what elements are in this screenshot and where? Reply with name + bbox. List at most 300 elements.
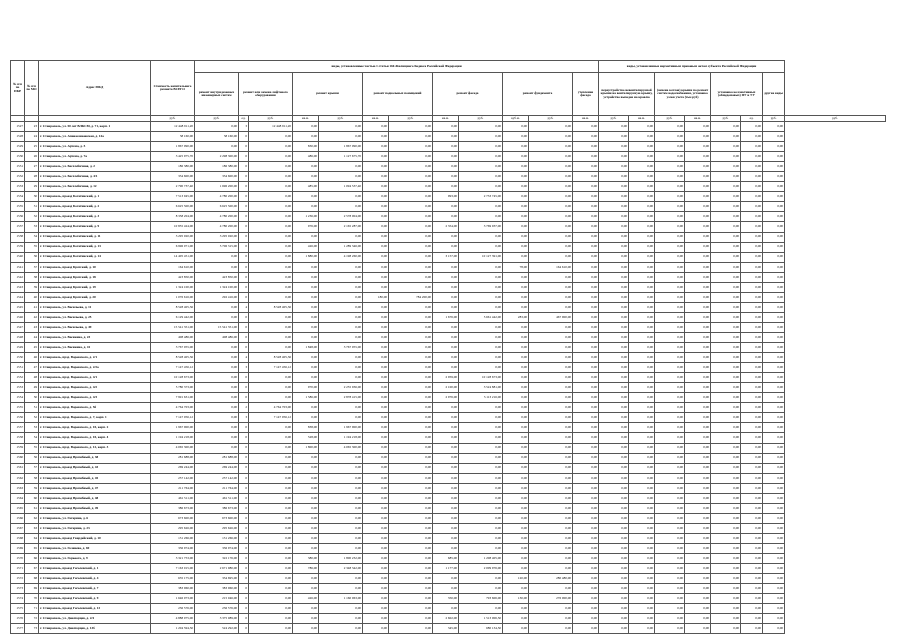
header-basement: ремонт подвальных помещений bbox=[363, 73, 433, 116]
table-cell: 0,00 bbox=[741, 202, 763, 212]
table-cell: 2 733 745,00 bbox=[459, 192, 503, 202]
table-cell: 0,00 bbox=[363, 212, 389, 222]
table-cell: 1540 bbox=[11, 252, 25, 262]
table-cell: 1 094 537,40 bbox=[319, 182, 363, 192]
table-row bbox=[11, 533, 886, 543]
table-cell: 0,00 bbox=[249, 132, 293, 142]
table-cell: 0,00 bbox=[629, 322, 655, 332]
table-cell: 0,00 bbox=[741, 453, 763, 463]
table-cell: 0,00 bbox=[711, 473, 741, 483]
table-cell: г. Ставрополь, ул. Бесхлебичная, д. 4/1 bbox=[39, 172, 151, 182]
table-cell: 0,00 bbox=[685, 242, 711, 252]
table-cell: 0,00 bbox=[741, 624, 763, 634]
table-cell: 0,00 bbox=[711, 343, 741, 353]
table-cell: 0,00 bbox=[599, 282, 629, 292]
table-cell: 336 974,00 bbox=[151, 543, 195, 553]
table-cell: 345,00 bbox=[433, 624, 459, 634]
table-cell: 0,00 bbox=[503, 533, 529, 543]
table-cell: 0,00 bbox=[685, 413, 711, 423]
table-cell: 0,00 bbox=[433, 543, 459, 553]
table-cell: 0,00 bbox=[573, 222, 599, 232]
table-cell: 0,00 bbox=[629, 554, 655, 564]
table-cell: 0,00 bbox=[529, 513, 573, 523]
table-cell: 0,00 bbox=[629, 282, 655, 292]
table-cell: 0,00 bbox=[685, 282, 711, 292]
table-cell: 0 bbox=[239, 242, 249, 252]
table-cell: 0,00 bbox=[741, 493, 763, 503]
unit-cell: руб. bbox=[529, 116, 573, 122]
table-cell: 0,00 bbox=[503, 564, 529, 574]
table-cell: 0,00 bbox=[685, 162, 711, 172]
table-cell: 0,00 bbox=[293, 413, 319, 423]
table-cell: 0,00 bbox=[363, 473, 389, 483]
table-cell: 0,00 bbox=[249, 604, 293, 614]
table-cell: 0,00 bbox=[573, 282, 599, 292]
table-cell: 0,00 bbox=[711, 172, 741, 182]
table-cell: 0,00 bbox=[249, 292, 293, 302]
table-cell: 1533 bbox=[11, 182, 25, 192]
table-cell: 0,00 bbox=[319, 453, 363, 463]
table-cell: 0,00 bbox=[763, 564, 785, 574]
table-cell: 0,00 bbox=[711, 574, 741, 584]
table-cell: 2 790 737,40 bbox=[151, 182, 195, 192]
table-cell: 1573 bbox=[11, 584, 25, 594]
table-cell: 0,00 bbox=[459, 232, 503, 242]
table-cell: 0,00 bbox=[655, 453, 685, 463]
table-cell: 0,00 bbox=[459, 483, 503, 493]
table-cell: 426,00 bbox=[293, 242, 319, 252]
table-cell: 2 354,00 bbox=[433, 222, 459, 232]
table-cell: г. Ставрополь, ул. Горького, д. 9 bbox=[39, 554, 151, 564]
table-row bbox=[11, 584, 886, 594]
table-cell: 0,00 bbox=[711, 604, 741, 614]
table-row bbox=[11, 443, 886, 453]
table-cell: 0,00 bbox=[363, 242, 389, 252]
table-cell: 281 688,00 bbox=[195, 453, 239, 463]
table-cell: 38 bbox=[25, 272, 39, 282]
table-cell: 186 380,00 bbox=[195, 162, 239, 172]
table-cell: 10 128 673,00 bbox=[151, 373, 195, 383]
table-cell: 0,00 bbox=[573, 162, 599, 172]
table-cell: 0,00 bbox=[711, 272, 741, 282]
table-cell: 0,00 bbox=[363, 453, 389, 463]
table-cell: 0,00 bbox=[741, 312, 763, 322]
table-row bbox=[11, 353, 886, 363]
table-cell: 0,00 bbox=[599, 172, 629, 182]
table-cell: 0,00 bbox=[685, 152, 711, 162]
table-cell: 0,00 bbox=[685, 533, 711, 543]
table-cell: 0,00 bbox=[685, 423, 711, 433]
table-cell: 0,00 bbox=[629, 423, 655, 433]
table-cell: 27 bbox=[25, 162, 39, 172]
table-cell: 0,00 bbox=[655, 413, 685, 423]
table-cell: 0,00 bbox=[629, 473, 655, 483]
table-cell: 1534 bbox=[11, 192, 25, 202]
table-row bbox=[11, 152, 886, 162]
table-cell: 0,00 bbox=[503, 292, 529, 302]
table-cell: 0,00 bbox=[599, 292, 629, 302]
table-cell: 0,00 bbox=[741, 614, 763, 624]
table-cell: 0,00 bbox=[573, 604, 599, 614]
table-cell: 0,00 bbox=[741, 403, 763, 413]
table-cell: 0,00 bbox=[293, 122, 319, 132]
table-cell: 1568 bbox=[11, 533, 25, 543]
table-row bbox=[11, 383, 886, 393]
table-cell: 120,00 bbox=[503, 574, 529, 584]
unit-cell: руб. bbox=[599, 116, 629, 122]
table-cell: 1 076 616,00 bbox=[151, 292, 195, 302]
table-cell: 276 000,00 bbox=[529, 594, 573, 604]
table-row bbox=[11, 142, 886, 152]
table-cell: г. Ставрополь, ул. Васильева, д. 11 bbox=[39, 302, 151, 312]
table-cell: 4 764 703,00 bbox=[151, 403, 195, 413]
table-cell: 0,00 bbox=[573, 383, 599, 393]
table-cell: 5 113 216,00 bbox=[459, 393, 503, 403]
table-cell: 0,00 bbox=[503, 242, 529, 252]
table-cell: 0,00 bbox=[573, 564, 599, 574]
table-cell: 236 576,00 bbox=[195, 604, 239, 614]
header-sewer: переустройство невентилируемой крыши на вентилируемую крышу, устройство выходов на кровлю bbox=[599, 73, 655, 116]
table-cell: 0,00 bbox=[319, 503, 363, 513]
table-cell: 0,00 bbox=[433, 574, 459, 584]
table-cell: 1532 bbox=[11, 172, 25, 182]
table-cell: 0,00 bbox=[389, 564, 433, 574]
table-cell: 0,00 bbox=[763, 523, 785, 533]
table-cell: 0,00 bbox=[249, 483, 293, 493]
table-cell: 69 bbox=[25, 584, 39, 594]
table-cell: 0,00 bbox=[599, 212, 629, 222]
table-cell: 0,00 bbox=[389, 493, 433, 503]
table-cell: 0,00 bbox=[503, 162, 529, 172]
table-cell: 53 bbox=[25, 423, 39, 433]
table-cell: 0,00 bbox=[249, 614, 293, 624]
table-cell: 64 bbox=[25, 533, 39, 543]
table-cell: г. Ставрополь, ул. Апанасенковская, д. 14а bbox=[39, 132, 151, 142]
table-cell: 0,00 bbox=[629, 443, 655, 453]
table-cell: 0,00 bbox=[459, 212, 503, 222]
table-cell: 0,00 bbox=[763, 554, 785, 564]
table-cell: 0,00 bbox=[573, 212, 599, 222]
table-cell: 0,00 bbox=[293, 403, 319, 413]
table-cell: 0,00 bbox=[573, 312, 599, 322]
table-cell: 0,00 bbox=[655, 584, 685, 594]
table-cell: 0,00 bbox=[711, 122, 741, 132]
table-cell: 0,00 bbox=[629, 122, 655, 132]
table-cell: 0,00 bbox=[599, 182, 629, 192]
table-cell: 0,00 bbox=[655, 363, 685, 373]
table-cell: 0,00 bbox=[529, 332, 573, 342]
table-cell: 0,00 bbox=[599, 162, 629, 172]
table-cell: 41 bbox=[25, 302, 39, 312]
table-cell: 0,00 bbox=[711, 192, 741, 202]
table-cell: 0,00 bbox=[503, 604, 529, 614]
table-cell: 0,00 bbox=[249, 373, 293, 383]
table-cell: 65 bbox=[25, 543, 39, 553]
table-cell: 0,00 bbox=[763, 423, 785, 433]
table-cell: 0,00 bbox=[599, 302, 629, 312]
table-cell: 0,00 bbox=[433, 483, 459, 493]
unit-cell: ед. bbox=[239, 116, 249, 122]
header-elevator: ремонт или замена лифтового оборудования bbox=[239, 73, 293, 116]
table-cell: 0 bbox=[239, 182, 249, 192]
table-cell: г. Ставрополь, проезд Богатинский, д. 1 bbox=[39, 192, 151, 202]
table-cell: 0,00 bbox=[195, 433, 239, 443]
table-cell: 0,00 bbox=[763, 624, 785, 634]
table-cell: 0,00 bbox=[293, 262, 319, 272]
unit-cell: кв.м. bbox=[573, 116, 599, 122]
table-cell: 0,00 bbox=[249, 473, 293, 483]
table-cell: 0,00 bbox=[529, 282, 573, 292]
table-cell: 0,00 bbox=[599, 443, 629, 453]
table-cell: 0,00 bbox=[503, 443, 529, 453]
table-cell: 0,00 bbox=[741, 594, 763, 604]
table-cell: 0,00 bbox=[459, 503, 503, 513]
table-cell: 0,00 bbox=[763, 604, 785, 614]
table-cell: 0,00 bbox=[363, 272, 389, 282]
table-cell: 0 bbox=[239, 463, 249, 473]
table-cell: 0,00 bbox=[459, 182, 503, 192]
table-cell: 336 974,00 bbox=[195, 543, 239, 553]
table-row bbox=[11, 473, 886, 483]
table-cell: 32 bbox=[25, 212, 39, 222]
table-cell: 0,00 bbox=[573, 172, 599, 182]
table-cell: 0,00 bbox=[655, 322, 685, 332]
table-cell: 0,00 bbox=[433, 182, 459, 192]
table-cell: 1567 bbox=[11, 523, 25, 533]
table-cell: 0,00 bbox=[363, 574, 389, 584]
table-cell: 0,00 bbox=[599, 122, 629, 132]
table-cell: 0,00 bbox=[195, 443, 239, 453]
table-cell: 0,00 bbox=[685, 574, 711, 584]
table-cell: 0,00 bbox=[655, 493, 685, 503]
table-cell: 0,00 bbox=[529, 604, 573, 614]
table-cell: 0,00 bbox=[503, 493, 529, 503]
table-cell: г. Ставрополь, прзд. Воровского, д. 4/3 bbox=[39, 393, 151, 403]
table-cell: 52 bbox=[25, 413, 39, 423]
table-cell: 0,00 bbox=[249, 463, 293, 473]
table-cell: 0,00 bbox=[433, 533, 459, 543]
table-cell: 0,00 bbox=[629, 192, 655, 202]
header-roof: ремонт крыши bbox=[293, 73, 363, 116]
table-cell: 0,00 bbox=[685, 172, 711, 182]
table-cell: 0,00 bbox=[249, 453, 293, 463]
table-cell: 0,00 bbox=[573, 594, 599, 604]
table-cell: 0,00 bbox=[363, 332, 389, 342]
table-cell: 0,00 bbox=[655, 222, 685, 232]
table-cell: 0,00 bbox=[503, 614, 529, 624]
table-cell: 0,00 bbox=[319, 543, 363, 553]
table-cell: 0 bbox=[239, 594, 249, 604]
table-row bbox=[11, 312, 886, 322]
table-cell: 0,00 bbox=[389, 503, 433, 513]
table-cell: 0,00 bbox=[711, 132, 741, 142]
table-cell: 0,00 bbox=[249, 624, 293, 634]
table-cell: 0 bbox=[239, 393, 249, 403]
table-cell: 0,00 bbox=[503, 353, 529, 363]
table-cell: 60 bbox=[25, 493, 39, 503]
table-cell: 39 bbox=[25, 282, 39, 292]
table-cell: 0,00 bbox=[363, 533, 389, 543]
table-cell: 0,00 bbox=[433, 282, 459, 292]
table-cell: 0,00 bbox=[741, 604, 763, 614]
table-cell: 0,00 bbox=[249, 242, 293, 252]
table-cell: 0,00 bbox=[655, 554, 685, 564]
table-row bbox=[11, 564, 886, 574]
table-cell: 0,00 bbox=[629, 242, 655, 252]
table-cell: 1557 bbox=[11, 423, 25, 433]
table-cell: 426,00 bbox=[293, 594, 319, 604]
table-cell: 0 bbox=[239, 443, 249, 453]
table-cell: 0,00 bbox=[685, 232, 711, 242]
table-cell: 0,00 bbox=[293, 332, 319, 342]
table-cell: 673 600,00 bbox=[195, 513, 239, 523]
table-cell: г. Ставрополь, ул. Гагарина, д. 23 bbox=[39, 523, 151, 533]
table-cell: 0,00 bbox=[459, 152, 503, 162]
table-cell: 1561 bbox=[11, 463, 25, 473]
table-cell: 0,00 bbox=[459, 292, 503, 302]
table-cell: 0,00 bbox=[433, 523, 459, 533]
table-cell: 0,00 bbox=[711, 363, 741, 373]
table-cell: 0,00 bbox=[459, 543, 503, 553]
table-cell: 0,00 bbox=[763, 463, 785, 473]
table-cell: 0 bbox=[239, 513, 249, 523]
table-cell: 0,00 bbox=[293, 232, 319, 242]
table-cell: 0,00 bbox=[685, 182, 711, 192]
table-cell: 0,00 bbox=[293, 483, 319, 493]
table-cell: 528,00 bbox=[293, 433, 319, 443]
table-cell: 0,00 bbox=[685, 292, 711, 302]
table-cell: 0,00 bbox=[529, 413, 573, 423]
table-cell: 0,00 bbox=[319, 523, 363, 533]
table-cell: 0,00 bbox=[629, 533, 655, 543]
table-cell: 1531 bbox=[11, 162, 25, 172]
table-cell: г. Ставрополь, ул. 50 лет ВЛКСМ, д. 71, корп. 1 bbox=[39, 122, 151, 132]
unit-cell: кв.м. bbox=[685, 116, 711, 122]
table-cell: 3 295 020,00 bbox=[195, 232, 239, 242]
table-cell: 0,00 bbox=[685, 343, 711, 353]
table-cell: 0,00 bbox=[503, 282, 529, 292]
header-group-regional: виды, установленные нормативным правовым актом субъекта Российской Федерации bbox=[599, 61, 785, 73]
table-cell: 0,00 bbox=[459, 533, 503, 543]
table-cell: 67 bbox=[25, 564, 39, 574]
table-cell: 0,00 bbox=[599, 554, 629, 564]
table-cell: 0,00 bbox=[599, 574, 629, 584]
table-cell: 4 065 300,00 bbox=[319, 443, 363, 453]
table-cell: 0,00 bbox=[655, 302, 685, 312]
table-cell: 0,00 bbox=[249, 584, 293, 594]
header-group-federal: виды, установленные частью 1 статьи 166 Жилищного Кодекса Российской Федерации bbox=[195, 61, 599, 73]
table-cell: 0,00 bbox=[655, 604, 685, 614]
table-cell: 0,00 bbox=[599, 132, 629, 142]
table-cell: г. Ставрополь, проезд Братский, д. 18 bbox=[39, 272, 151, 282]
table-cell: 0,00 bbox=[629, 152, 655, 162]
table-cell: 4 780 200,00 bbox=[195, 222, 239, 232]
table-cell: 0,00 bbox=[529, 453, 573, 463]
table-cell: 4 764 703,00 bbox=[249, 403, 293, 413]
table-cell: 0,00 bbox=[573, 624, 599, 634]
table-cell: 0,00 bbox=[529, 182, 573, 192]
table-cell: 0,00 bbox=[573, 523, 599, 533]
table-cell: 0,00 bbox=[629, 393, 655, 403]
table-cell: 0,00 bbox=[433, 343, 459, 353]
table-row bbox=[11, 202, 886, 212]
table-cell: 0,00 bbox=[363, 162, 389, 172]
table-cell: 0,00 bbox=[629, 302, 655, 312]
table-cell: 0,00 bbox=[319, 282, 363, 292]
table-cell: 3 157,00 bbox=[433, 252, 459, 262]
table-cell: 0 bbox=[239, 423, 249, 433]
table-cell: 0,00 bbox=[459, 142, 503, 152]
table-cell: 0,00 bbox=[573, 403, 599, 413]
table-cell: 0,00 bbox=[433, 463, 459, 473]
table-cell: 838,00 bbox=[293, 423, 319, 433]
table-cell: г. Ставрополь, проезд Богатинский, д. 9 bbox=[39, 222, 151, 232]
table-cell: 0,00 bbox=[293, 624, 319, 634]
table-row bbox=[11, 574, 886, 584]
table-cell: 0,00 bbox=[629, 262, 655, 272]
table-cell: 5 706 315,00 bbox=[195, 242, 239, 252]
table-cell: 0,00 bbox=[711, 523, 741, 533]
header-boiler: установка коллективных (общедомовых) ПУ и УУ bbox=[711, 73, 763, 116]
table-cell: 0,00 bbox=[363, 594, 389, 604]
table-cell: 63 bbox=[25, 523, 39, 533]
table-cell: 0,00 bbox=[363, 343, 389, 353]
table-cell: 0,00 bbox=[503, 212, 529, 222]
table-cell: 8 528 405,36 bbox=[151, 353, 195, 363]
table-cell: 0,00 bbox=[195, 413, 239, 423]
table-cell: 62 bbox=[25, 513, 39, 523]
table-cell: 1 177,00 bbox=[433, 564, 459, 574]
table-cell: 0 bbox=[239, 292, 249, 302]
table-cell: г. Ставрополь, ул. Артема, д. 7а bbox=[39, 152, 151, 162]
table-cell: 467 900,00 bbox=[529, 312, 573, 322]
table-cell: 0,00 bbox=[195, 393, 239, 403]
table-cell: г. Ставрополь, прзд. Воровского, д. 4/1 bbox=[39, 373, 151, 383]
table-cell: 1560 bbox=[11, 453, 25, 463]
table-cell: 0,00 bbox=[249, 202, 293, 212]
table-cell: 36 bbox=[25, 252, 39, 262]
table-cell: 0,00 bbox=[319, 624, 363, 634]
table-cell: 0,00 bbox=[363, 433, 389, 443]
table-cell: 0,00 bbox=[711, 332, 741, 342]
table-cell: 334 600,00 bbox=[151, 172, 195, 182]
table-cell: 0 bbox=[239, 262, 249, 272]
table-cell: 0,00 bbox=[389, 252, 433, 262]
table-cell: 0,00 bbox=[711, 322, 741, 332]
unit-cell: руб. bbox=[151, 116, 195, 122]
table-cell: 1 586,00 bbox=[293, 393, 319, 403]
table-row bbox=[11, 282, 886, 292]
table-cell: 0,00 bbox=[763, 122, 785, 132]
table-cell: 281 688,00 bbox=[151, 453, 195, 463]
header-pp-mo: № п/п по МО bbox=[25, 61, 39, 116]
table-cell: 0,00 bbox=[363, 182, 389, 192]
table-cell: 0,00 bbox=[363, 483, 389, 493]
table-row bbox=[11, 332, 886, 342]
table-cell: 4 780 200,00 bbox=[195, 212, 239, 222]
table-cell: 0,00 bbox=[763, 413, 785, 423]
table-cell: 0,00 bbox=[573, 142, 599, 152]
table-cell: г. Ставрополь, проезд Гвардейский, д. 10 bbox=[39, 533, 151, 543]
table-cell: 0,00 bbox=[741, 383, 763, 393]
table-cell: 0,00 bbox=[195, 262, 239, 272]
header-engineering: ремонт внутридомовых инженерных систем bbox=[195, 73, 239, 116]
table-cell: 1574 bbox=[11, 594, 25, 604]
table-cell: 0,00 bbox=[389, 312, 433, 322]
table-cell: 0 bbox=[239, 533, 249, 543]
table-cell: 0,00 bbox=[763, 302, 785, 312]
table-cell: 0,00 bbox=[599, 543, 629, 553]
